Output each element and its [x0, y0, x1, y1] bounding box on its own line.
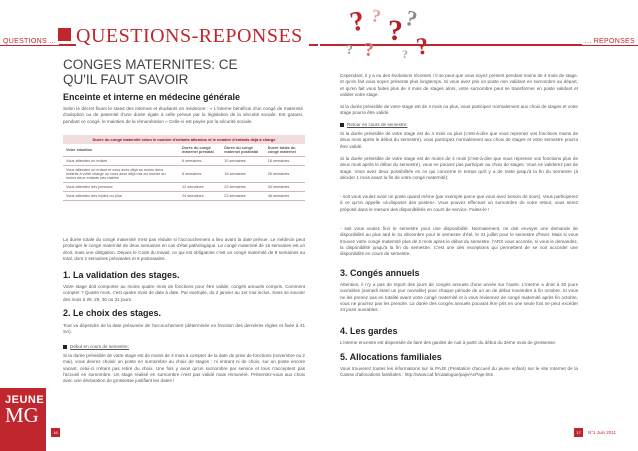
table-header: Durée du congé maternel postnatal: [221, 144, 265, 157]
table-row: [63, 166, 305, 183]
right-bullet: [340, 122, 578, 128]
page-number-right: 17: [574, 428, 583, 437]
table-row: [63, 192, 305, 201]
table-cell: 16 semaines: [265, 157, 305, 166]
bullet-icon: [63, 345, 67, 349]
bullet-label: Début en cours de semestre:: [70, 344, 129, 349]
svg-text:?: ?: [388, 14, 403, 47]
section-5-text: Vous trouverez toutes les informations sur la PAJE (Prestation d'accueil du jeune enfant) sur le site Internet de la Caisse d'allocations familiales : http://www.caf.fr/catalogue/paje/AcPaje.htm: [340, 366, 578, 378]
section-3-title: 3. Congés annuels: [340, 268, 420, 278]
svg-text:?: ?: [402, 4, 420, 32]
svg-text:?: ?: [364, 39, 374, 61]
table-header: Votre situation: [63, 144, 179, 157]
right-paragraph-5: - soit vous voulez avoir un poste quand même (par exemple parce que vous avez besoin de sous). Vous participerez à ce qu'on appelle «à-disposer des postes». Vous pouvez effectuer un surnombre de votre retour, vous serez préposé dans le mesure des disponibilités en cours de service. Faites-le !: [340, 194, 578, 212]
right-paragraph-4: Si la durée prévisible de votre stage est de moins de 4 mois (c'est-à-dire que vous reprenez vos fonctions plus de deux mois après le début du semestre), vous ne pouvez pas participer au choix de stages. Vous ne validerez pas de stage. Vous avez deux possibilités en ce qui concerne le temps qu'il y a de reste jusqu'à la fin du semestre (à décider 1 mois avant la fin de votre congé maternité):: [340, 156, 578, 180]
table-cell: Vous attendez un enfant et vous avez déjà au moins deux enfants à votre charge ou vous avez déjà mis au monde au moins deux enfants nés viables: [63, 166, 179, 183]
section-2-title: 2. Le choix des stages.: [63, 308, 162, 318]
table-cell: 18 semaines: [221, 166, 265, 183]
table-cell: 22 semaines: [221, 183, 265, 192]
right-paragraph-3: Si la durée prévisible de votre stage est de 4 mois ou plus (c'est-à-dire que vous reprenez vos fonctions moins de deux mois après le début du semestre), vous participez normalement aux choix de stages et votre semestre pourra être validé.: [340, 131, 578, 149]
table-header: Durée totale du congé maternel: [265, 144, 305, 157]
table-caption: Durée du congé maternité selon le nombre d'enfants attendus et le nombre d'enfants déjà à charge: [63, 135, 305, 144]
section-5-title: 5. Allocations familiales: [340, 352, 442, 362]
table-cell: 22 semaines: [221, 192, 265, 201]
table-cell: 34 semaines: [265, 183, 305, 192]
section-3-text: Attention, il n'y a pas de report des jours de congés annuels d'une année sur l'autre. L'interne a droit à 30 jours ouvrables (samedi étant un jour ouvrable) pour chaque période de un an de début novembre à fin octobre. Si vous ne les prenez pas en totalité avant votre congé maternité et à vous reviennez de congé maternité après fin octobre, vous ne pourrez pas les prendre. La durée des congés annuels pouvant être pris en une seule fois ne peut excéder 24 jours ouvrables.: [340, 282, 578, 313]
right-paragraph-2: Si la durée prévisible de votre stage est de 4 mois ou plus, vous participez normalement aux choix de stages et votre stage pourra être validé.: [340, 104, 578, 116]
table-cell: 46 semaines: [265, 192, 305, 201]
right-paragraph-6: - soit vous voulez finir le semestre pour une disponibilité. Normalement, on doit envoyer une demande de disponibilité au plus tard le 31 décembre pour le semestre d'été, le 31 juillet pour le semestre d'hiver. Mais si vous trouvez votre congé maternité plus de 2 mois après le début du semestre, l'ARS vous accorde, si vous le demandez, la disponibilité jusqu'à la fin du semestre. C'est une des exceptions qui permettent de se voir accorder une disponibilité en cours de semestre.: [340, 226, 578, 257]
maternity-table: [63, 135, 305, 201]
table-cell: 10 semaines: [221, 157, 265, 166]
issue-label: N°1 Juin 2011: [588, 430, 616, 435]
section-2-text2: Si la durée prévisible de votre stage est de moins de 4 mois à compter de la date de prise de fonctions (novembre ou 2 mai), vous devrez choisir un poste en surnombre au choix de stages : ni entrant ni de choix, sur un poste encore vacant, celui-ci n'étant pas retiré du choix. Une fois y avoir qu'un surnombre par service et tous n'acceptent pas l'accueil en surnombre. Un stage réalisé en surnombre n'est pas validé mais rémunéré. Présentez-vous aux choix avec une déclaration de grossesse justifiant les dates !: [63, 353, 305, 384]
page-number-left: 16: [51, 428, 60, 437]
section-2-text: Tout va dépendre de la date présumée de l'accouchement (déterminée en fonction des dernières règles et fixée à 41 SA).: [63, 323, 305, 335]
running-head-left: QUESTIONS ...: [0, 38, 59, 45]
section-1-text: Votre stage doit comporter au moins quatre mois de fonctions pour être validé, congés annuels compris. Comment compter ? Quatre mois, c'est quatre mois de date à date. Par exemple, du 2 janvier au 1er mai inclus. Sans se soucier des mois à 28, 29, 30 ou 31 jours.: [63, 284, 305, 302]
table-header: Durée du congé maternel prénatal: [179, 144, 221, 157]
svg-text:?: ?: [414, 33, 431, 61]
bullet-label: Retour en cours de semestre:: [347, 122, 408, 127]
section-marker: [58, 28, 71, 41]
table-cell: 6 semaines: [179, 157, 221, 166]
running-head-right: ... REPONSES: [582, 38, 638, 45]
table-cell: 26 semaines: [265, 166, 305, 183]
after-table-paragraph: La durée totale du congé maternité n'est pas réduite si l'accouchement a lieu avant la date prévue. Le médecin peut prolonger le congé maternité de deux semaines en cas d'état pathologique. Le congé maternité de 16 semaines est un droit, mais une obligation. Depuis le Code du travail, ce qui est obligatoire c'est un congé maternité de 8 semaines au total, dont 2 semaines prénatales et 6 postnatales.: [63, 237, 305, 261]
svg-text:?: ?: [346, 43, 353, 58]
right-paragraph-1: Cependant, il y a eu des évolutions récentes ! Il se peut que vous soyez présent pendant moins de 4 mois de stage, et qu'en fait vous soyez présente plus longtemps. Si vous avez pris un poste non validant en surnombre au départ, et qu'en fait vous faites plus de 4 mois de stages alors, votre surnombre peut se transformer en poste validant et valider votre stage.: [340, 73, 578, 97]
table-cell: 12 semaines: [179, 183, 221, 192]
table-row: [63, 157, 305, 166]
section-4-text: L'interne enceinte est dispensée de faire des gardes de nuit à partir du début du 3ème mois de grossesse.: [340, 340, 557, 345]
section-2-bullet: [63, 344, 305, 350]
svg-text:?: ?: [347, 5, 368, 39]
svg-text:?: ?: [402, 47, 408, 61]
question-marks-illustration: [344, 0, 434, 62]
intro-paragraph: Selon le décret fixant le statut des Internes et étudiants en médecine : « L'interne bénéficie d'un congé de maternité d'adoption ou de paternité d'une durée égale à celle prévue par la législation de la sécurité sociale. Est garanti, pendant ce congé, le maintien de la rémunération » Celle-ci est payée par la sécurité sociale.: [63, 106, 303, 124]
table-row: [63, 183, 305, 192]
logo-text-mg: MG: [5, 403, 39, 427]
svg-text:?: ?: [370, 5, 383, 27]
section-1-title: 1. La validation des stages.: [63, 270, 180, 280]
article-title: CONGES MATERNITES: CE QU'IL FAUT SAVOIR: [63, 57, 238, 87]
table-cell: 24 semaines: [179, 192, 221, 201]
bullet-icon: [340, 123, 344, 127]
table-cell: Vous attendez des jumeaux: [63, 183, 179, 192]
logo-text-jeune: JEUNE: [5, 394, 45, 406]
table-cell: Vous attendez des triplés ou plus: [63, 192, 179, 201]
section-title: QUESTIONS-REPONSES: [76, 25, 309, 48]
table-cell: 8 semaines: [179, 166, 221, 183]
article-subtitle: Enceinte et interne en médecine générale: [63, 92, 241, 102]
table-cell: Vous attendez un enfant: [63, 157, 179, 166]
section-4-title: 4. Les gardes: [340, 326, 398, 336]
